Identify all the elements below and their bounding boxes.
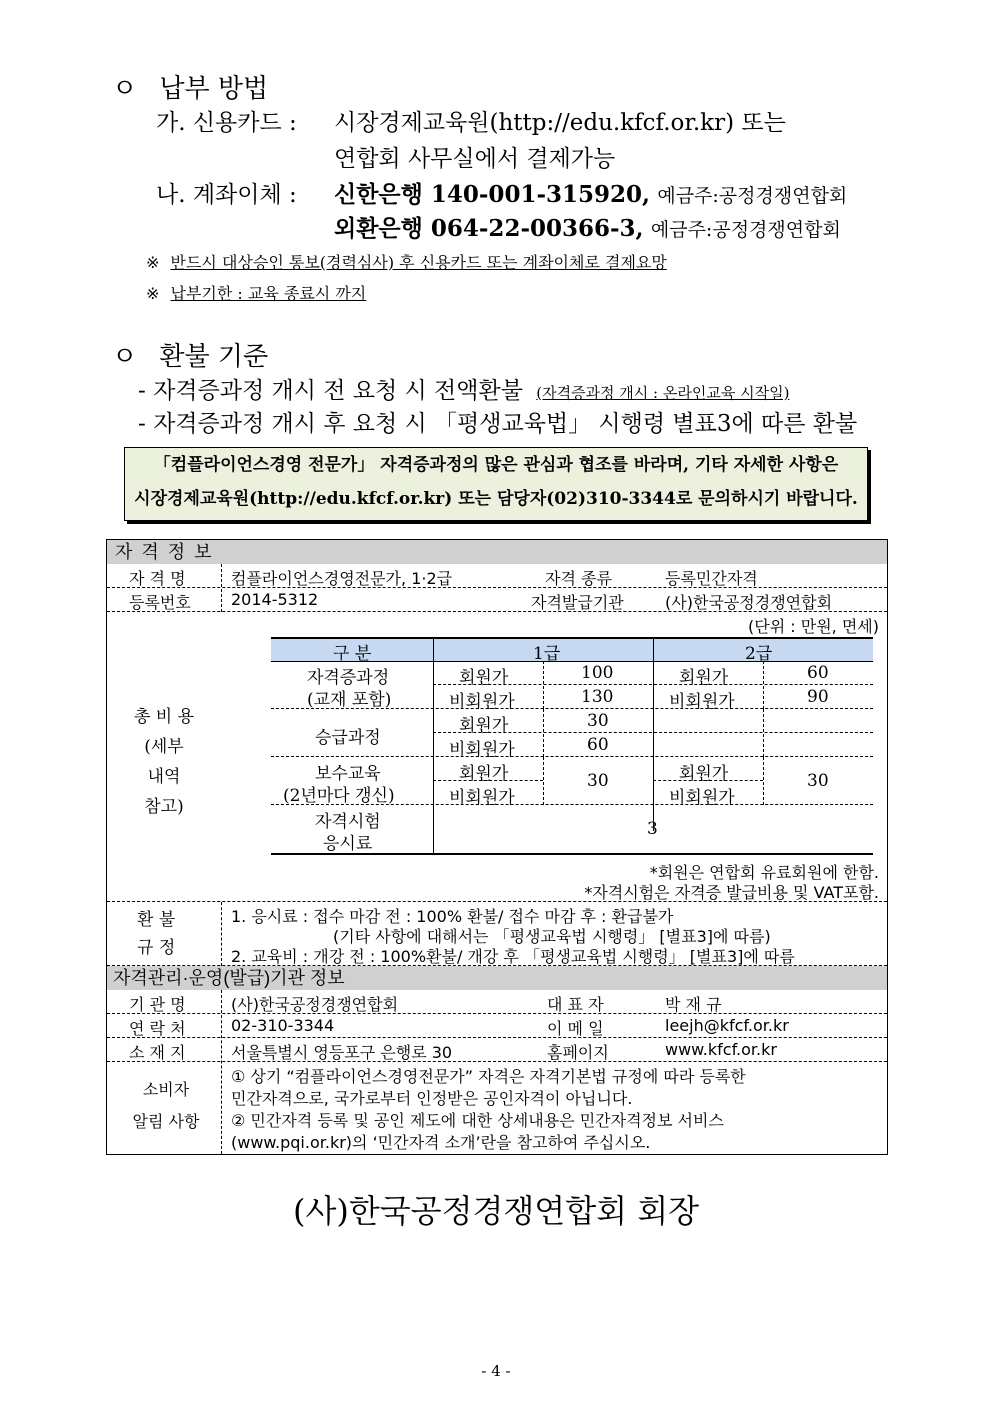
consumer-label bbox=[111, 1074, 221, 1138]
note-mark: ※ bbox=[146, 284, 160, 303]
section-title-text: 자격관리·운영(발급)기관 정보 bbox=[113, 968, 345, 988]
divider bbox=[543, 757, 544, 805]
consumer-1a: ① 상기 “컴플라이언스경영전문가” 자격은 자격기본법 규정에 따라 등록한 bbox=[231, 1067, 746, 1086]
fee-value: 90 bbox=[807, 687, 829, 707]
divider bbox=[763, 757, 764, 805]
payment-section bbox=[112, 68, 268, 105]
contact-label: 연 락 처 bbox=[129, 1019, 186, 1038]
note1-text: 반드시 대상승인 통보(경력심사) 후 신용카드 또는 계좌이체로 결제요망 bbox=[170, 253, 667, 272]
fee-value: 30 bbox=[807, 771, 829, 791]
type-label: 자격 종류 bbox=[545, 569, 612, 588]
bank1-holder: 예금주:공정경쟁연합회 bbox=[657, 185, 848, 207]
member-label: 회원가 bbox=[679, 668, 729, 688]
page-number: - 4 - bbox=[481, 1362, 511, 1380]
fee-value: 30 bbox=[587, 711, 609, 731]
unit-note: (단위 : 만원, 면세) bbox=[748, 617, 879, 636]
consumer-2b: (www.pqi.or.kr)의 ‘민간자격 소개’란을 참고하여 주십시오. bbox=[231, 1133, 651, 1152]
reg-value: 2014-5312 bbox=[231, 590, 319, 609]
nonmember-label: 비회원가 bbox=[449, 788, 515, 808]
member-label: 회원가 bbox=[459, 716, 509, 736]
fee-value: 30 bbox=[587, 771, 609, 791]
refund-label-1: 환 불 bbox=[137, 910, 176, 930]
footnote2: *자격시험은 자격증 발급비용 및 VAT포함. bbox=[584, 883, 879, 902]
row-line bbox=[271, 756, 873, 757]
bank2-account: 외환은행 064-22-00366-3, bbox=[334, 215, 644, 242]
fee-table bbox=[271, 637, 873, 855]
course-renewal: 보수교육 bbox=[315, 764, 381, 784]
refund-line1-note: (자격증과정 개시 : 온라인교육 시작일) bbox=[536, 384, 790, 402]
divider bbox=[221, 990, 222, 1154]
header-grade1: 1급 bbox=[533, 644, 561, 664]
issuer-label: 자격발급기관 bbox=[531, 593, 624, 612]
refund-rule1: 1. 응시료 : 접수 마감 전 : 100% 환불/ 접수 마감 후 : 환급불가 bbox=[231, 907, 674, 926]
nonmember-label: 비회원가 bbox=[669, 692, 735, 712]
bank2-holder: 예금주:공정경쟁연합회 bbox=[650, 219, 841, 241]
divider bbox=[543, 709, 544, 757]
refund-section bbox=[112, 336, 268, 373]
org-label: 기 관 명 bbox=[129, 995, 186, 1014]
refund-label-2: 규 정 bbox=[137, 938, 176, 958]
contact-value: 02-310-3344 bbox=[231, 1016, 335, 1035]
agency-section-title bbox=[107, 966, 887, 990]
reg-label: 등록번호 bbox=[129, 593, 191, 612]
bank2-row bbox=[334, 210, 841, 243]
refund-line2: - 자격증과정 개시 후 요청 시 「평생교육법」 시행령 별표3에 따른 환불 bbox=[138, 411, 858, 437]
issuer-value: (사)한국공정경쟁연합회 bbox=[665, 593, 833, 612]
divider bbox=[763, 709, 764, 757]
divider bbox=[221, 902, 222, 966]
cost-row bbox=[107, 612, 887, 902]
type-value: 등록민간자격 bbox=[665, 569, 758, 588]
note2-text: 납부기한 : 교육 종료시 까지 bbox=[170, 284, 367, 303]
fee-value: 130 bbox=[581, 687, 614, 707]
refund-rule2: 2. 교육비 : 개강 전 : 100%환불/ 개강 후 「평생교육법 시행령」 [별표3]에 따름 bbox=[231, 947, 795, 966]
card-label: 가. 신용카드 : bbox=[156, 110, 297, 136]
name-label: 자 격 명 bbox=[129, 569, 186, 588]
consumer-label-1: 소비자 bbox=[142, 1080, 190, 1099]
contact-row bbox=[107, 1014, 887, 1038]
consumer-2a: ② 민간자격 등록 및 공인 제도에 대한 상세내용은 민간자격정보 서비스 bbox=[231, 1111, 724, 1130]
cost-label-1: 총 비 용 bbox=[133, 707, 195, 727]
note2 bbox=[146, 281, 366, 304]
refund-line1 bbox=[138, 372, 789, 405]
nonmember-label: 비회원가 bbox=[669, 788, 735, 808]
email-label: 이 메 일 bbox=[547, 1019, 604, 1038]
note1 bbox=[146, 250, 667, 273]
homepage-value: www.kfcf.or.kr bbox=[665, 1040, 777, 1059]
address-label: 소 재 지 bbox=[129, 1043, 186, 1062]
consumer-row bbox=[107, 1062, 887, 1152]
divider bbox=[653, 637, 654, 831]
refund-rule-row bbox=[107, 902, 887, 966]
member-label: 회원가 bbox=[459, 668, 509, 688]
refund-heading: 환불 기준 bbox=[159, 342, 269, 372]
notice-line2: 시장경제교육원(http://edu.kfcf.or.kr) 또는 담당자(02)310-3344로 문의하시기 바랍니다. bbox=[134, 489, 858, 509]
notice-box bbox=[124, 447, 868, 521]
nonmember-label: 비회원가 bbox=[449, 740, 515, 760]
signature: (사)한국공정경쟁연합회 회장 bbox=[292, 1192, 700, 1230]
course-cert-note: (교재 포함) bbox=[307, 690, 392, 710]
divider bbox=[433, 637, 434, 855]
course-exam-note: 응시료 bbox=[323, 834, 373, 854]
name-row bbox=[107, 564, 887, 588]
consumer-1b: 민간자격으로, 국가로부터 인정받은 공인자격이 아닙니다. bbox=[231, 1089, 633, 1108]
email-value: leejh@kfcf.or.kr bbox=[665, 1016, 789, 1035]
homepage-label: 홈페이지 bbox=[547, 1043, 609, 1062]
refund-rule-label bbox=[137, 906, 175, 962]
cost-label bbox=[129, 702, 199, 822]
nonmember-label: 비회원가 bbox=[449, 692, 515, 712]
bullet: ㅇ bbox=[112, 342, 138, 372]
fee-value: 60 bbox=[807, 663, 829, 683]
course-renewal-note: (2년마다 갱신) bbox=[283, 786, 395, 806]
member-label: 회원가 bbox=[679, 764, 729, 784]
rep-value: 박 재 규 bbox=[665, 995, 722, 1014]
fee-value: 60 bbox=[587, 735, 609, 755]
qualification-table bbox=[106, 539, 888, 1155]
notice-line1: 「컴플라이언스경영 전문가」 자격증과정의 많은 관심과 협조를 바라며, 기타 자세한 사항은 bbox=[153, 455, 839, 475]
cost-label-4: 참고) bbox=[144, 797, 184, 817]
bank1-row bbox=[334, 176, 847, 209]
divider bbox=[543, 661, 544, 709]
footnote1: *회원은 연합회 유료회원에 한함. bbox=[649, 863, 879, 882]
bank1-account: 신한은행 140-001-315920, bbox=[334, 181, 651, 208]
course-cert: 자격증과정 bbox=[307, 668, 390, 688]
cost-label-3: 내역 bbox=[147, 767, 181, 787]
reg-row bbox=[107, 588, 887, 612]
member-label: 회원가 bbox=[459, 764, 509, 784]
bullet: ㅇ bbox=[112, 74, 138, 104]
card-line2: 연합회 사무실에서 결제가능 bbox=[334, 146, 616, 172]
consumer-label-2: 알림 사항 bbox=[132, 1112, 200, 1131]
note-mark: ※ bbox=[146, 253, 160, 272]
qualification-section-title bbox=[107, 540, 887, 564]
course-upgrade: 승급과정 bbox=[315, 728, 381, 748]
cost-label-2: (세부 bbox=[144, 737, 184, 757]
rep-label: 대 표 자 bbox=[547, 995, 604, 1014]
fee-value: 100 bbox=[581, 663, 614, 683]
name-value: 컴플라이언스경영전문가, 1·2급 bbox=[231, 569, 453, 588]
divider bbox=[763, 661, 764, 709]
transfer-label: 나. 계좌이체 : bbox=[156, 182, 297, 208]
refund-rule1b: (기타 사항에 대해서는 「평생교육법 시행령」 [별표3]에 따름) bbox=[333, 927, 771, 946]
course-exam: 자격시험 bbox=[315, 812, 381, 832]
org-value: (사)한국공정경쟁연합회 bbox=[231, 995, 399, 1014]
address-value: 서울특별시 영등포구 은행로 30 bbox=[231, 1043, 453, 1062]
org-row bbox=[107, 990, 887, 1014]
fee-value: 3 bbox=[647, 819, 658, 839]
payment-heading: 납부 방법 bbox=[159, 74, 269, 104]
section-title-text: 자 격 정 보 bbox=[115, 542, 214, 562]
address-row bbox=[107, 1038, 887, 1062]
header-grade2: 2급 bbox=[745, 644, 773, 664]
header-division: 구 분 bbox=[333, 644, 372, 664]
divider bbox=[221, 564, 222, 612]
card-line1: 시장경제교육원(http://edu.kfcf.or.kr) 또는 bbox=[334, 110, 786, 136]
refund-line1-text: - 자격증과정 개시 전 요청 시 전액환불 bbox=[138, 378, 523, 404]
